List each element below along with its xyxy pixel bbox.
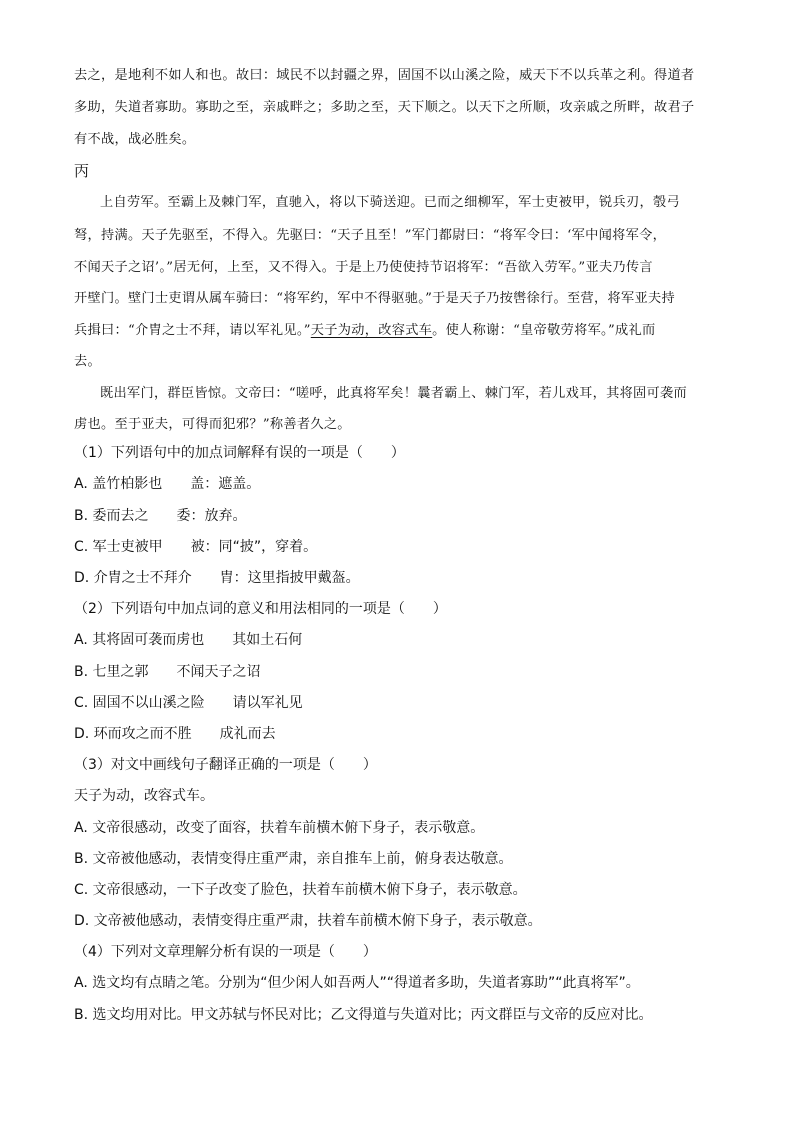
passage-line: 多助，失道者寡助。寡助之至，亲戚畔之；多助之至，天下顺之。以天下之所顺，攻亲戚之所畔，故君子 <box>74 100 695 115</box>
question-option: A. 选文均有点睛之笔。分别为“但少闲人如吾两人”“得道者多助，失道者寡助”“此真将军”。 <box>74 975 640 991</box>
passage-text: 兵揖曰：“介胄之士不拜，请以军礼见。” <box>74 323 311 338</box>
passage-line: 去之，是地利不如人和也。故曰：域民不以封疆之界，固国不以山溪之险，威天下不以兵革之利。得道者 <box>74 68 695 83</box>
underlined-sentence: 天子为动，改容式车 <box>310 323 433 338</box>
passage-line: 既出军门，群臣皆惊。文帝曰：“嗟呼，此真将军矣！曩者霸上、棘门军，若儿戏耳，其将固可袭而 <box>100 386 687 401</box>
question-option: C. 军士吏被甲 被：同“披”，穿着。 <box>74 539 318 555</box>
question-option: C. 文帝很感动，一下子改变了脸色，扶着车前横木俯下身子，表示敬意。 <box>74 882 527 898</box>
question-option: B. 文帝被他感动，表情变得庄重严肃，亲自推车上前，俯身表达敬意。 <box>74 851 513 867</box>
question-stem: （4）下列对文章理解分析有误的一项是（ ） <box>74 944 377 960</box>
passage-text: 。使人称谢：“皇帝敬劳将军。”成礼而 <box>432 323 656 338</box>
question-option: D. 环而攻之而不胜 成礼而去 <box>74 726 276 742</box>
question-option: A. 文帝很感动，改变了面容，扶着车前横木俯下身子，表示敬意。 <box>74 820 485 836</box>
passage-line: 去。 <box>74 354 101 369</box>
passage-line <box>74 321 655 341</box>
question-option: D. 介胄之士不拜介 胄：这里指披甲戴盔。 <box>74 570 360 586</box>
passage-line: 开壁门。壁门士吏谓从属车骑曰：“将军约，军中不得驱驰。”于是天子乃按辔徐行。至营，将军亚夫持 <box>74 291 675 306</box>
passage-line: 上自劳军。至霸上及棘门军，直驰入，将以下骑送迎。已而之细柳军，军士吏被甲，锐兵刃，彀弓 <box>100 195 680 210</box>
question-stem: （2）下列语句中加点词的意义和用法相同的一项是（ ） <box>74 601 447 617</box>
question-sentence: 天子为动，改容式车。 <box>74 788 214 804</box>
question-stem: （3）对文中画线句子翻译正确的一项是（ ） <box>74 757 377 773</box>
passage-line: 有不战，战必胜矣。 <box>74 132 196 147</box>
question-option: A. 其将固可袭而虏也 其如土石何 <box>74 632 303 648</box>
question-option: B. 选文均用对比。甲文苏轼与怀民对比；乙文得道与失道对比；丙文群臣与文帝的反应对比。 <box>74 1007 653 1023</box>
question-option: D. 文帝被他感动，表情变得庄重严肃，扶着车前横木俯下身子，表示敬意。 <box>74 913 542 929</box>
passage-line: 弩，持满。天子先驱至，不得入。先驱曰：“天子且至！”军门都尉曰：“将军令曰：‘军中闻将军令， <box>74 228 667 243</box>
question-option: B. 委而去之 委：放弃。 <box>74 508 247 524</box>
question-option: B. 七里之郭 不闻天子之诏 <box>74 664 261 680</box>
question-option: A. 盖竹柏影也 盖：遮盖。 <box>74 476 261 492</box>
question-stem: （1）下列语句中的加点词解释有误的一项是（ ） <box>74 445 405 461</box>
section-label-bing: 丙 <box>74 162 90 180</box>
question-option: C. 固国不以山溪之险 请以军礼见 <box>74 695 303 711</box>
passage-line: 不闻天子之诏’。”居无何，上至，又不得入。于是上乃使使持节诏将军：“吾欲入劳军。”亚夫乃传言 <box>74 260 653 275</box>
passage-line: 虏也。至于亚夫，可得而犯邪？”称善者久之。 <box>74 417 351 432</box>
